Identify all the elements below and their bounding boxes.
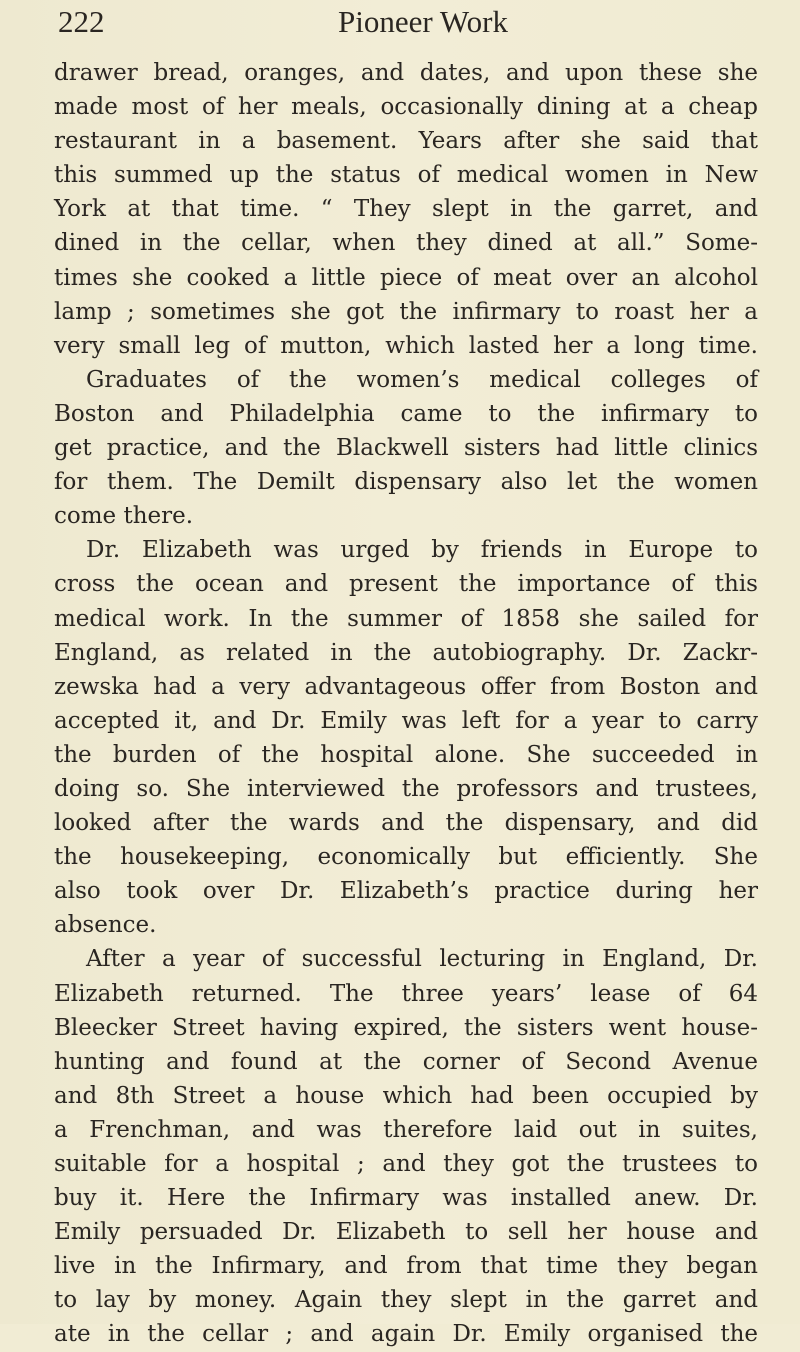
- text-line: and 8th Street a house which had been occupied by: [54, 1082, 758, 1109]
- page-number: 222: [58, 4, 105, 39]
- text-line: very small leg of mutton, which lasted her a long time.: [54, 332, 758, 359]
- text-line: Bleecker Street having expired, the sisters went house-: [54, 1014, 758, 1041]
- text-line: York at that time. “ They slept in the garret, and: [54, 196, 758, 223]
- text-line: to lay by money. Again they slept in the garret and: [54, 1287, 758, 1314]
- text-line: also took over Dr. Elizabeth’s practice during her: [54, 878, 758, 905]
- text-line: lamp ; sometimes she got the infirmary to roast her a: [54, 298, 758, 325]
- text-line: ate in the cellar ; and again Dr. Emily organised the: [54, 1321, 758, 1348]
- text-line: a Frenchman, and was therefore laid out in suites,: [54, 1116, 758, 1143]
- text-line: zewska had a very advantageous offer from Boston and: [54, 673, 758, 700]
- text-line: live in the Infirmary, and from that time they began: [54, 1253, 758, 1280]
- text-line: cross the ocean and present the importance of this: [54, 571, 758, 598]
- text-line: restaurant in a basement. Years after she said that: [54, 128, 758, 155]
- text-line: for them. The Demilt dispensary also let the women: [54, 469, 758, 496]
- text-line: come there.: [54, 503, 194, 530]
- running-head: [58, 2, 758, 42]
- text-line: this summed up the status of medical women in New: [54, 162, 758, 189]
- text-line: Boston and Philadelphia came to the infirmary to: [54, 400, 758, 427]
- body-text: [54, 56, 758, 1352]
- text-line: the burden of the hospital alone. She succeeded in: [54, 741, 758, 768]
- text-line: dined in the cellar, when they dined at all.” Some-: [54, 230, 758, 257]
- running-title: Pioneer Work: [338, 4, 508, 39]
- text-line: Graduates of the women’s medical colleges of: [86, 366, 758, 393]
- text-line: suitable for a hospital ; and they got the trustees to: [54, 1151, 758, 1177]
- text-line: get practice, and the Blackwell sisters had little clinics: [54, 435, 758, 462]
- text-line: times she cooked a little piece of meat over an alcohol: [54, 264, 758, 291]
- text-line: made most of her meals, occasionally dining at a cheap: [54, 94, 758, 121]
- text-line: the housekeeping, economically but efficiently. She: [54, 844, 758, 871]
- text-line: Elizabeth returned. The three years’ lease of 64: [54, 980, 758, 1007]
- text-line: England, as related in the autobiography. Dr. Zackr-: [54, 639, 758, 666]
- text-line: Dr. Elizabeth was urged by friends in Europe to: [86, 537, 758, 564]
- text-line: absence.: [54, 912, 157, 939]
- text-line: Emily persuaded Dr. Elizabeth to sell her house and: [54, 1219, 758, 1246]
- text-line: accepted it, and Dr. Emily was left for a year to carry: [54, 707, 758, 734]
- text-line: looked after the wards and the dispensary, and did: [54, 810, 758, 837]
- text-line: medical work. In the summer of 1858 she sailed for: [54, 605, 758, 632]
- text-line: hunting and found at the corner of Second Avenue: [54, 1048, 758, 1075]
- text-line: buy it. Here the Infirmary was installed anew. Dr.: [54, 1185, 758, 1212]
- text-line: After a year of successful lecturing in England, Dr.: [86, 946, 758, 973]
- text-line: doing so. She interviewed the professors and trustees,: [54, 775, 758, 802]
- text-line: drawer bread, oranges, and dates, and upon these she: [54, 60, 758, 86]
